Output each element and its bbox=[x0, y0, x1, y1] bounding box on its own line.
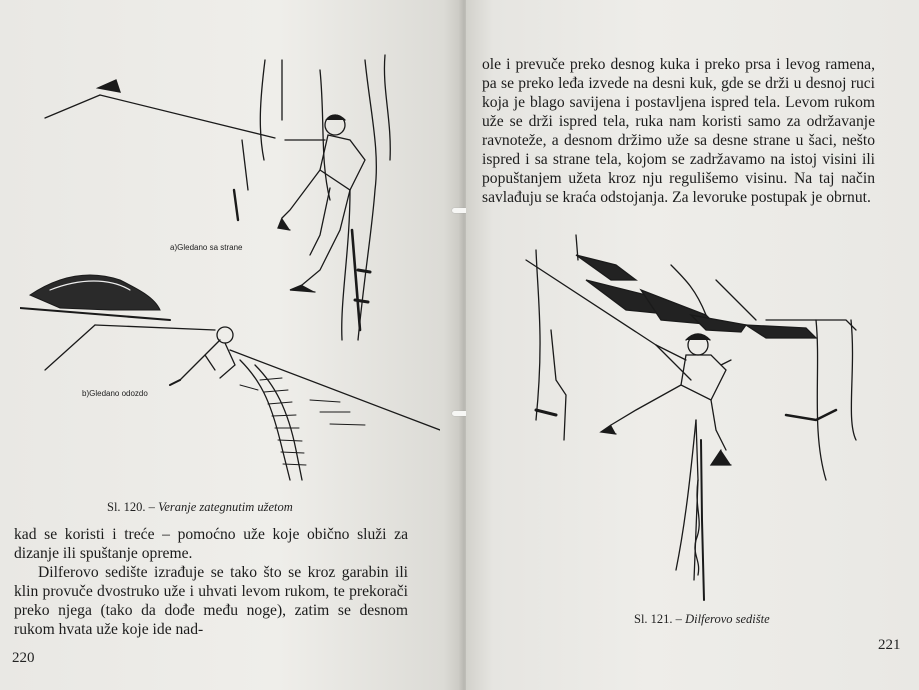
right-page bbox=[466, 0, 919, 690]
left-body-text bbox=[14, 525, 408, 639]
right-paragraph-1: ole i prevuče preko desnog kuka i preko prsa i levog ramena, pa se preko leđa izvede na desni kuk, gde se drži u desnoj ruci koja je blago savijena i postavljena ispred tela. Levom rukom uže se drži ispred tela, ruka nam koristi samo za održavanje ravnoteže, a desnom držimo uže sa desne strane u šaci, nešto ispred i sa strane tela, kojom se zadržavamo na istoj visini ili popuštanjem užeta kroz nju regulišemo visinu. Na taj način savlađuju se kraća odstojanja. Za levoruke postupak je obrnut. bbox=[482, 56, 875, 206]
figure-121-illustration bbox=[516, 220, 876, 610]
figure-121-caption-title: Dilferovo sedište bbox=[685, 612, 770, 626]
figure-label-a: a)Gledano sa strane bbox=[170, 243, 243, 252]
left-paragraph-1: kad se koristi i treće – pomoćno uže koje obično služi za dizanje ili spuštanje opreme. bbox=[14, 526, 408, 562]
figure-label-b: b)Gledano odozdo bbox=[82, 389, 148, 398]
figure-120-caption bbox=[107, 500, 293, 515]
page-number-left: 220 bbox=[12, 650, 35, 666]
figure-120-caption-prefix: Sl. 120. – bbox=[107, 500, 155, 514]
left-paragraph-2: Dilferovo sedište izrađuje se tako što se kroz garabin ili klin provuče dvostruko uže i uhvati levom rukom, te prekorači preko njega (tako da dođe među noge), zatim se desnom rukom hvata uže koje ide nad- bbox=[14, 564, 408, 638]
figure-121-caption bbox=[634, 612, 770, 627]
page-number-right: 221 bbox=[878, 637, 901, 653]
figure-120-caption-title: Veranje zategnutim užetom bbox=[158, 500, 293, 514]
figure-120-illustration bbox=[20, 40, 440, 490]
figure-121-caption-prefix: Sl. 121. – bbox=[634, 612, 682, 626]
right-body-text bbox=[482, 55, 875, 207]
